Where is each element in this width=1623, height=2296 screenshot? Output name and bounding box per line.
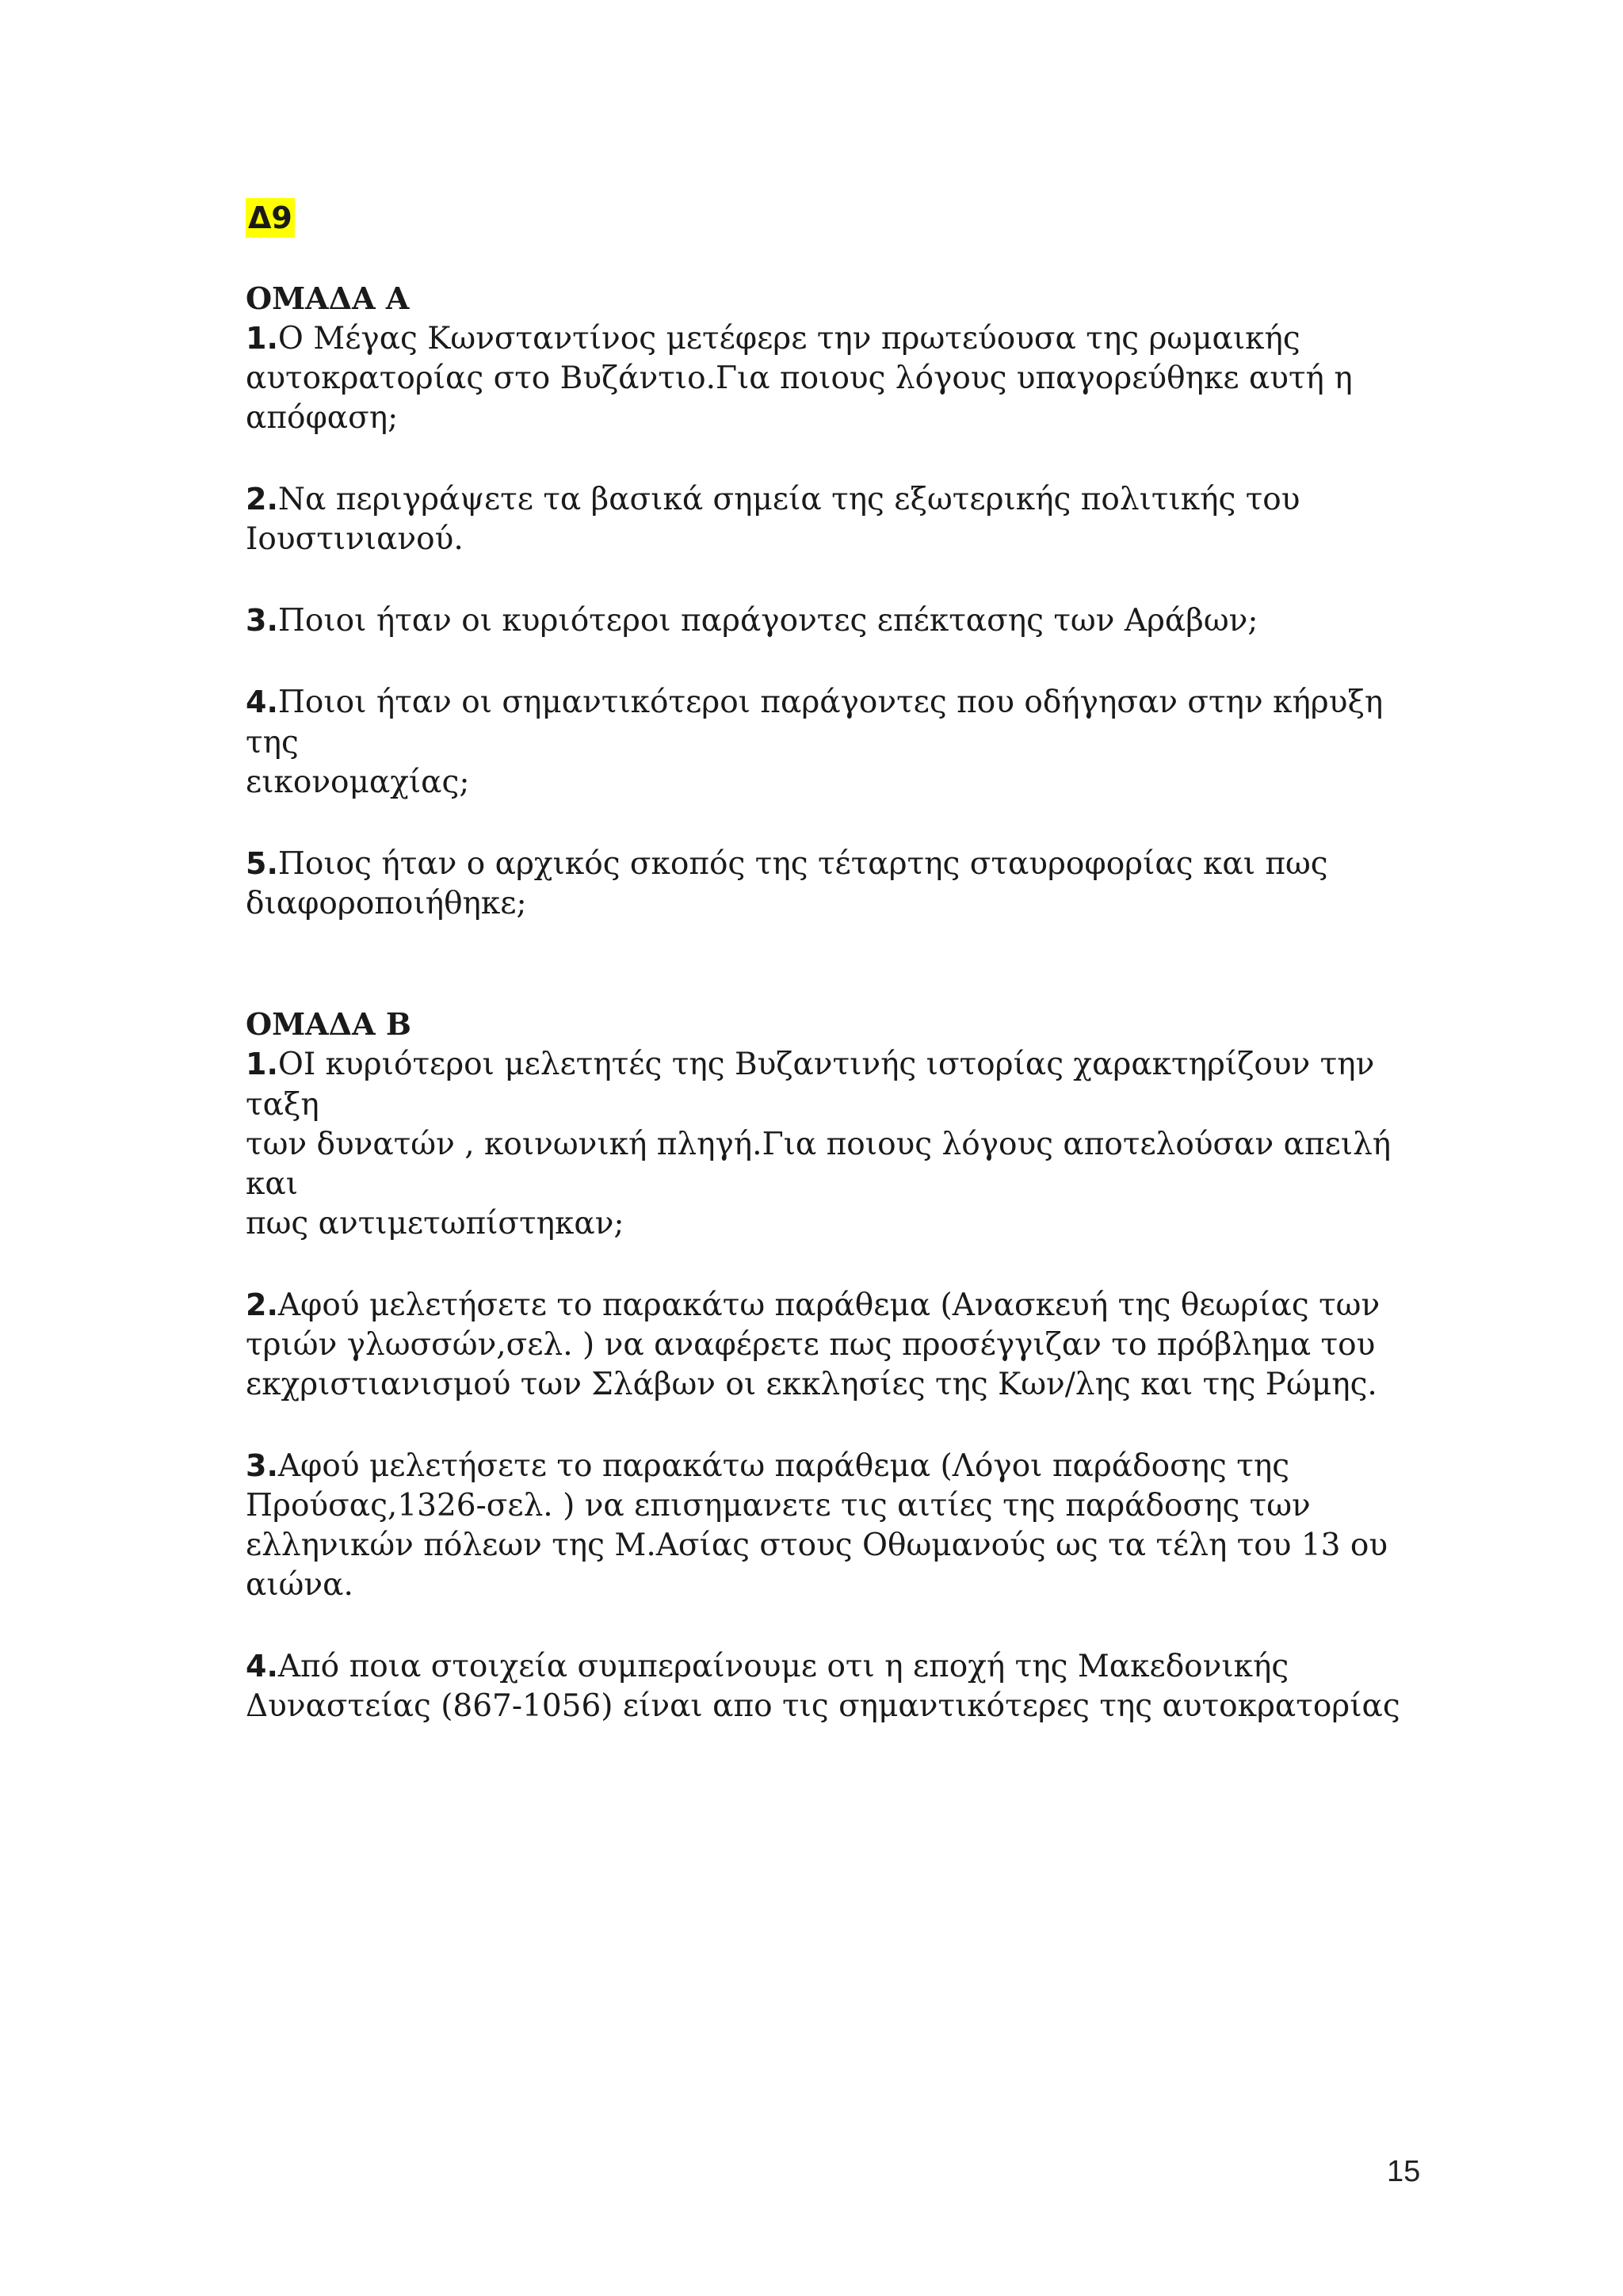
question-number: 4. bbox=[246, 1649, 278, 1684]
group-b-question-1 bbox=[246, 1044, 1434, 1244]
question-number: 2. bbox=[246, 1287, 278, 1322]
group-b-question-2 bbox=[246, 1285, 1434, 1405]
question-number: 2. bbox=[246, 482, 278, 517]
question-text-line: των δυνατών , κοινωνική πληγή.Για ποιους λόγους αποτελούσαν απειλή και bbox=[246, 1127, 1392, 1202]
question-text: Ποιοι ήταν οι κυριότεροι παράγοντες επέκτασης των Αράβων; bbox=[277, 603, 1258, 639]
question-text: ΟΙ κυριότεροι μελετητές της Βυζαντινής ιστορίας χαρακτηρίζουν την ταξη bbox=[246, 1047, 1375, 1123]
question-text-line: ελληνικών πόλεων της Μ.Ασίας στους Οθωμανούς ως τα τέλη του 13 ου bbox=[246, 1527, 1388, 1563]
question-text: Αφού μελετήσετε το παρακάτω παράθεμα (Λόγοι παράδοσης της bbox=[277, 1448, 1290, 1484]
group-b-title: ΟΜΑΔΑ Β bbox=[246, 1006, 411, 1042]
question-text-line: εκχριστιανισμού των Σλάβων οι εκκλησίες της Κων/λης και της Ρώμης. bbox=[246, 1367, 1377, 1402]
question-text: Ποιοι ήταν οι σημαντικότεροι παράγοντες που οδήγησαν στην κήρυξη της bbox=[246, 685, 1384, 761]
question-number: 3. bbox=[246, 603, 278, 638]
group-a-question-3 bbox=[246, 601, 1434, 641]
question-text-line: αυτοκρατορίας στο Βυζάντιο.Για ποιους λόγους υπαγορεύθηκε αυτή η bbox=[246, 360, 1353, 396]
question-text-line: Προύσας,1326-σελ. ) να επισημανετε τις αιτίες της παράδοσης των bbox=[246, 1488, 1311, 1524]
question-text-line: Δυναστείας (867-1056) είναι απο τις σημαντικότερες της αυτοκρατορίας bbox=[246, 1688, 1400, 1724]
question-text-line: εικονομαχίας; bbox=[246, 765, 470, 800]
question-text: Ποιος ήταν ο αρχικός σκοπός της τέταρτης σταυροφορίας και πως bbox=[277, 846, 1328, 882]
section-label: Δ9 bbox=[246, 198, 295, 238]
question-text-line: απόφαση; bbox=[246, 400, 399, 436]
group-b-question-4 bbox=[246, 1646, 1434, 1726]
question-text: Αφού μελετήσετε το παρακάτω παράθεμα (Ανασκευή της θεωρίας των bbox=[277, 1287, 1381, 1323]
question-text-line: διαφοροποιήθηκε; bbox=[246, 886, 527, 921]
question-number: 5. bbox=[246, 846, 278, 881]
question-text-line: αιώνα. bbox=[246, 1567, 353, 1603]
group-a-question-4 bbox=[246, 682, 1434, 803]
question-text-line: πως αντιμετωπίστηκαν; bbox=[246, 1206, 624, 1241]
question-number: 1. bbox=[246, 321, 278, 356]
page-number: 15 bbox=[1387, 2155, 1421, 2188]
group-a-title: ΟΜΑΔΑ Α bbox=[246, 280, 410, 316]
question-number: 1. bbox=[246, 1047, 278, 1081]
question-text-line: τριών γλωσσών,σελ. ) να αναφέρετε πως προσέγγιζαν το πρόβλημα του bbox=[246, 1327, 1376, 1363]
group-a-question-5 bbox=[246, 844, 1434, 924]
document-body bbox=[246, 190, 1434, 1726]
group-a-question-2 bbox=[246, 479, 1434, 559]
question-text-line: Ιουστινιανού. bbox=[246, 521, 464, 557]
question-text: Να περιγράψετε τα βασικά σημεία της εξωτερικής πολιτικής του bbox=[277, 482, 1300, 517]
question-text: Από ποια στοιχεία συμπεραίνουμε οτι η εποχή της Μακεδονικής bbox=[277, 1649, 1289, 1684]
question-number: 4. bbox=[246, 685, 278, 719]
question-text: Ο Μέγας Κωνσταντίνος μετέφερε την πρωτεύουσα της ρωμαικής bbox=[277, 321, 1300, 357]
question-number: 3. bbox=[246, 1448, 278, 1483]
group-b-question-3 bbox=[246, 1446, 1434, 1605]
group-a-question-1 bbox=[246, 318, 1434, 438]
